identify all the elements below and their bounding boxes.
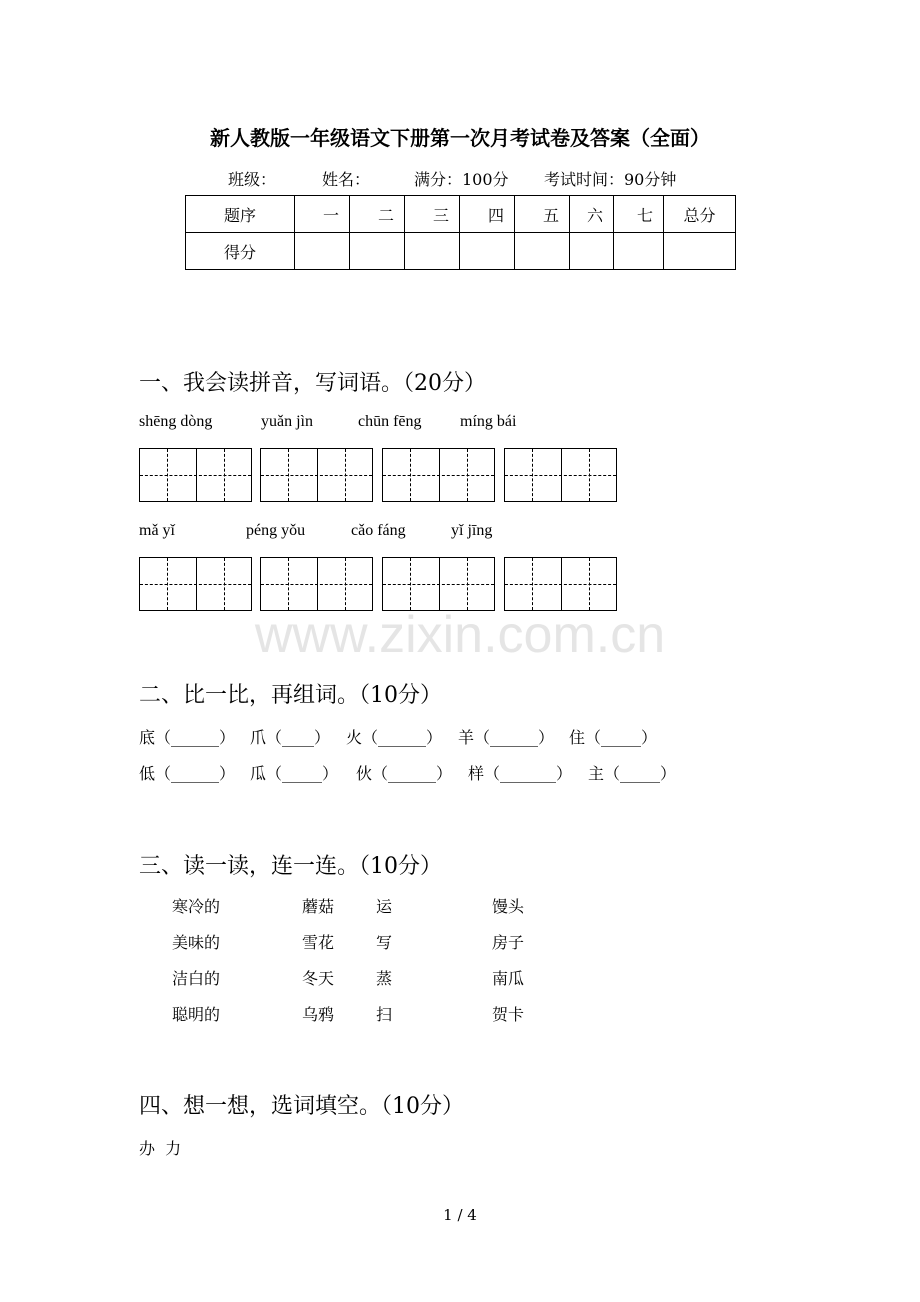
table-header-cell: 六 (570, 196, 614, 233)
match-item[interactable]: 房子 (492, 933, 525, 952)
score-table (185, 195, 736, 270)
match-item[interactable]: 蒸 (376, 969, 393, 988)
pinyin-label: míng bái (460, 413, 517, 430)
fill-blank-item[interactable]: 主（_____） (588, 764, 677, 783)
document-title: 新人教版一年级语文下册第一次月考试卷及答案（全面） (210, 126, 710, 150)
score-cell[interactable] (570, 233, 614, 270)
score-cell[interactable] (405, 233, 460, 270)
writing-grid[interactable] (139, 557, 252, 611)
watermark: www.zixin.com.cn (254, 606, 666, 664)
match-item[interactable]: 乌鸦 (302, 1005, 335, 1024)
fill-blank-item[interactable]: 样（_______） (468, 764, 573, 783)
section2-heading: 二、比一比，再组词。（10分） (139, 683, 442, 708)
match-item[interactable]: 运 (376, 897, 393, 916)
fill-blank-item[interactable]: 伙（______） (356, 764, 453, 783)
match-item[interactable]: 聪明的 (172, 1005, 221, 1024)
fill-blank-item[interactable]: 爪（____） (250, 728, 331, 747)
score-cell[interactable] (515, 233, 570, 270)
table-header-cell: 一 (295, 196, 350, 233)
pinyin-label: shēng dòng (139, 413, 213, 430)
match-item[interactable]: 蘑菇 (302, 897, 335, 916)
word-choices: 办 力 (139, 1139, 182, 1158)
table-header-cell: 二 (350, 196, 405, 233)
exam-time-label: 考试时间：90分钟 (544, 170, 677, 189)
score-cell[interactable] (295, 233, 350, 270)
table-header-cell: 三 (405, 196, 460, 233)
writing-grid[interactable] (504, 448, 617, 502)
writing-grid[interactable] (260, 448, 373, 502)
section4-heading: 四、想一想，选词填空。（10分） (139, 1094, 464, 1119)
writing-grid[interactable] (139, 448, 252, 502)
fill-blank-item[interactable]: 羊（______） (458, 728, 555, 747)
match-item[interactable]: 寒冷的 (172, 897, 221, 916)
pinyin-label: péng yǒu (246, 522, 306, 539)
full-score-label: 满分：100分 (414, 170, 509, 189)
pinyin-label: cǎo fáng (351, 522, 406, 539)
writing-grid[interactable] (382, 448, 495, 502)
score-table-score-row (186, 233, 736, 270)
class-label: 班级： (228, 170, 277, 189)
section3-heading: 三、读一读，连一连。（10分） (139, 854, 442, 879)
match-item[interactable]: 扫 (376, 1005, 393, 1024)
fill-blank-item[interactable]: 住（_____） (569, 728, 658, 747)
fill-blank-item[interactable]: 底（______） (139, 728, 236, 747)
table-header-cell: 题序 (186, 196, 295, 233)
writing-grid[interactable] (504, 557, 617, 611)
pinyin-label: chūn fēng (358, 413, 422, 430)
table-header-cell: 七 (614, 196, 664, 233)
match-item[interactable]: 馒头 (492, 897, 525, 916)
match-item[interactable]: 写 (376, 933, 393, 952)
fill-blank-item[interactable]: 火（______） (346, 728, 443, 747)
fill-blank-item[interactable]: 低（______） (139, 764, 236, 783)
table-header-cell: 总分 (664, 196, 736, 233)
match-item[interactable]: 南瓜 (492, 969, 525, 988)
table-header-cell: 五 (515, 196, 570, 233)
match-item[interactable]: 洁白的 (172, 969, 221, 988)
writing-grid[interactable] (260, 557, 373, 611)
match-item[interactable]: 雪花 (302, 933, 335, 952)
score-cell[interactable] (664, 233, 736, 270)
pinyin-label: mǎ yǐ (139, 522, 175, 539)
match-item[interactable]: 贺卡 (492, 1005, 525, 1024)
writing-grid[interactable] (382, 557, 495, 611)
name-label: 姓名： (322, 170, 371, 189)
score-cell[interactable] (614, 233, 664, 270)
match-item[interactable]: 冬天 (302, 969, 335, 988)
score-table-header-row (186, 196, 736, 233)
pinyin-label: yǐ jīng (451, 522, 493, 539)
table-header-cell: 四 (460, 196, 515, 233)
page-number: 1 / 4 (443, 1206, 477, 1224)
score-cell[interactable] (350, 233, 405, 270)
score-cell[interactable] (460, 233, 515, 270)
match-item[interactable]: 美味的 (172, 933, 221, 952)
section1-heading: 一、我会读拼音，写词语。（20分） (139, 371, 486, 396)
table-row-label: 得分 (186, 233, 295, 270)
fill-blank-item[interactable]: 瓜（_____） (250, 764, 339, 783)
pinyin-label: yuǎn jìn (261, 413, 313, 430)
